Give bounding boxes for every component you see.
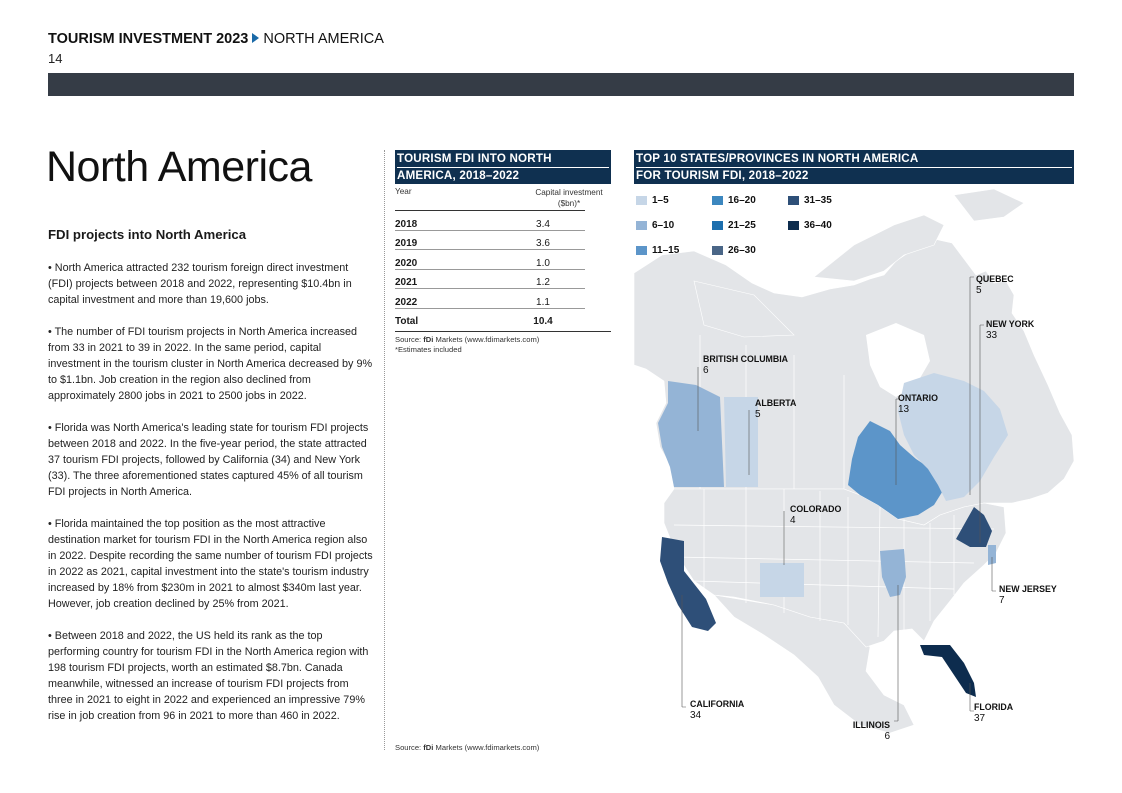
table-source — [395, 335, 611, 355]
label-name: CALIFORNIA — [690, 699, 745, 709]
body-text — [48, 260, 374, 740]
map-title-line: TOP 10 STATES/PROVINCES IN NORTH AMERICA — [636, 152, 919, 165]
north-america-map — [634, 185, 1074, 745]
label-ontario — [898, 393, 938, 415]
label-name: QUEBEC — [976, 274, 1014, 284]
header-banner — [48, 73, 1074, 96]
label-value: 5 — [755, 409, 761, 420]
colorado-region — [760, 563, 804, 597]
report-title: TOURISM INVESTMENT 2023 — [48, 31, 249, 47]
map-title — [634, 150, 1074, 184]
label-quebec — [976, 274, 1014, 296]
year-cell: 2022 — [395, 289, 501, 309]
label-value: 33 — [986, 330, 998, 341]
section-title: North America — [46, 143, 312, 191]
label-name: ALBERTA — [755, 398, 797, 408]
source-brand: fDi — [423, 743, 434, 752]
label-new-york — [986, 319, 1034, 341]
label-name: NEW JERSEY — [999, 584, 1057, 594]
value-cell: 3.4 — [501, 211, 585, 230]
value-cell: 3.6 — [501, 230, 585, 250]
year-cell: 2019 — [395, 230, 501, 250]
value-cell: 1.2 — [501, 269, 585, 289]
fdi-table-box — [395, 150, 611, 355]
label-florida — [974, 702, 1013, 724]
header-title — [48, 31, 384, 47]
label-california — [690, 699, 744, 721]
region-label: NORTH AMERICA — [263, 31, 384, 47]
value-cell: 1.1 — [501, 289, 585, 309]
label-colorado — [790, 504, 841, 526]
label-value: 5 — [976, 285, 982, 296]
fdi-table-title — [395, 150, 611, 184]
label-alberta — [755, 398, 796, 420]
legend-label: 16–20 — [728, 195, 756, 206]
fdi-title-line: TOURISM FDI INTO NORTH — [397, 152, 552, 165]
source-text: Markets (www.fdimarkets.com) — [433, 743, 540, 752]
table-note: *Estimates included — [395, 345, 462, 354]
col-year-header: Year — [395, 187, 412, 196]
legend-label: 1–5 — [652, 195, 669, 206]
year-cell: 2018 — [395, 211, 501, 230]
fdi-table-header — [395, 187, 611, 209]
label-value: 7 — [999, 595, 1005, 606]
col-capital-header — [527, 187, 611, 209]
col-capital-line: ($bn)* — [557, 199, 581, 208]
year-cell: 2020 — [395, 250, 501, 270]
legend-label: 11–15 — [652, 245, 680, 256]
label-value: 34 — [690, 710, 702, 721]
map-title-box — [634, 150, 1074, 184]
legend-label: 36–40 — [804, 220, 832, 231]
label-name: FLORIDA — [974, 702, 1014, 712]
label-illinois — [850, 720, 890, 742]
legend-label: 26–30 — [728, 245, 756, 256]
section-subtitle: FDI projects into North America — [48, 227, 247, 242]
label-name: ILLINOIS — [852, 720, 890, 730]
legend-label: 6–10 — [652, 220, 675, 231]
label-name: NEW YORK — [986, 319, 1035, 329]
label-new-jersey — [999, 584, 1057, 606]
label-value: 6 — [884, 731, 890, 742]
florida-region — [920, 645, 976, 697]
source-prefix: Source: — [395, 335, 424, 344]
source-brand: fDi — [423, 335, 434, 344]
label-name: ONTARIO — [898, 393, 938, 403]
paragraph: • Florida maintained the top position as the most attractive destination market for tourism FDI in the North America region also in 2022. Despite recording the same number of tourism FDI projects in 2022 as 2021, capital investment into the state's tourism industry increased by 18% from $230m in 2021 to almost $340m last year. However, job creation declined by 25% from 2021. — [48, 518, 373, 610]
map-source — [395, 743, 539, 753]
value-cell: 1.0 — [501, 250, 585, 270]
paragraph: • Between 2018 and 2022, the US held its rank as the top performing country for tourism FDI in the North America region with 198 tourism FDI projects, worth an estimated $8.7bn. Canada meanwhile, witnessed an increase of tourism FDI projects from three in 2021 to eight in 2022 and experienced an impressive 79% rise in job creation from 96 in 2021 to more than 460 in 2022. — [48, 630, 369, 722]
page-number: 14 — [48, 51, 63, 66]
alberta-region — [724, 397, 758, 487]
table-row — [395, 250, 585, 270]
label-value: 4 — [790, 515, 796, 526]
paragraph: • Florida was North America's leading state for tourism FDI projects between 2018 and 2022. In the five-year period, the state attracted 37 tourism FDI projects, followed by California (34) and New York (33). The three aforementioned states captured 45% of all tourism FDI projects in North America. — [48, 422, 369, 498]
label-british-columbia — [703, 354, 788, 376]
column-divider — [384, 150, 385, 750]
paragraph: • The number of FDI tourism projects in North America increased from 33 in 2021 to 39 in 2022. In the same period, capital investment in the tourism cluster in North America decreased by 9% to $1.1bn. Job creation in the region also declined from approximately 2800 jobs in 2021 to 2500 jobs in 2022. — [48, 326, 373, 402]
map-title-line: FOR TOURISM FDI, 2018–2022 — [636, 168, 809, 182]
label-value: 6 — [703, 365, 709, 376]
label-name: COLORADO — [790, 504, 842, 514]
fdi-table — [395, 211, 585, 327]
table-row — [395, 269, 585, 289]
fdi-title-line: AMERICA, 2018–2022 — [397, 168, 520, 182]
total-value: 10.4 — [533, 316, 553, 327]
legend-label: 31–35 — [804, 195, 832, 206]
table-rule — [395, 331, 611, 332]
label-value: 37 — [974, 713, 986, 724]
table-row — [395, 211, 585, 230]
table-row — [395, 289, 585, 309]
year-cell: 2021 — [395, 269, 501, 289]
paragraph: • North America attracted 232 tourism foreign direct investment (FDI) projects between 2018 and 2022, representing $10.4bn in capital investment and more than 19,600 jobs. — [48, 262, 352, 306]
source-prefix: Source: — [395, 743, 424, 752]
source-text: Markets (www.fdimarkets.com) — [433, 335, 540, 344]
label-name: BRITISH COLUMBIA — [703, 354, 789, 364]
col-capital-line: Capital investment — [535, 188, 603, 197]
table-row — [395, 230, 585, 250]
label-value: 13 — [898, 404, 910, 415]
total-row — [395, 308, 585, 327]
legend-label: 21–25 — [728, 220, 756, 231]
total-label: Total — [395, 316, 419, 327]
play-arrow-icon — [252, 33, 259, 43]
